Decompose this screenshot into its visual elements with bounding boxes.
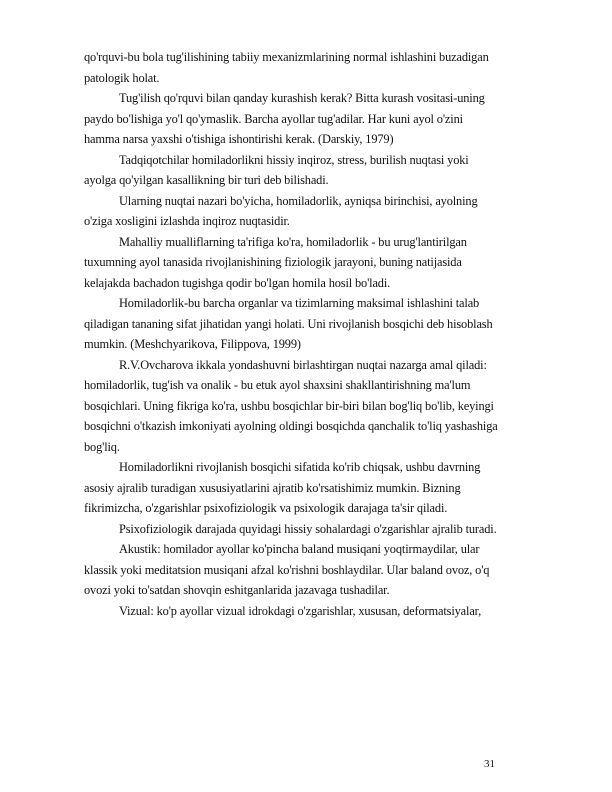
text-line: Akustik: homilador ayollar ko'pincha baland musiqani yoqtirmaydilar, ular (119, 542, 480, 556)
text-line: Tug'ilish qo'rquvi bilan qanday kurashish kerak? Bitta kurash vositasi-uning (119, 91, 485, 105)
text-line: bosqichlari. Uning fikriga ko'ra, ushbu bosqichlar bir-biri bilan bog'liq bo'lib, keyingi (84, 398, 494, 413)
text-line: homiladorlik, tug'ish va onalik - bu etuk ayol shaxsini shakllantirishning ma'lum (84, 378, 471, 392)
text-line: R.V.Ovcharova ikkala yondashuvni birlashtirgan nuqtai nazarga amal qiladi: (119, 357, 487, 372)
text-line: asosiy ajralib turadigan xususiyatlarini ajratib ko'rsatishimiz mumkin. Bizning (84, 480, 461, 495)
text-line: hamma narsa yaxshi o'tishiga ishontirishi kerak. (Darskiy, 1979) (84, 132, 394, 146)
text-line: kelajakda bachadon tugishga qodir bo'lgan homila hosil bo'ladi. (84, 275, 391, 290)
document-body (84, 47, 570, 621)
text-line: o'ziga xosligini izlashda inqiroz nuqtasidir. (84, 214, 290, 228)
text-line: qiladigan tananing sifat jihatidan yangi holati. Uni rivojlanish bosqichi deb hisoblash (84, 316, 493, 331)
text-line: Homiladorlik-bu barcha organlar va tizimlarning maksimal ishlashini talab (119, 296, 480, 310)
page-number: 31 (484, 758, 495, 770)
text-line: Homiladorlikni rivojlanish bosqichi sifatida ko'rib chiqsak, ushbu davrning (119, 460, 481, 474)
text-line: Vizual: ko'p ayollar vizual idrokdagi o'zgarishlar, xususan, deformatsiyalar, (119, 603, 482, 618)
text-line: bosqichni o'tkazish imkoniyati ayolning oldingi bosqichda qanchalik to'liq yashashiga (84, 419, 498, 433)
text-line: klassik yoki meditatsion musiqani afzal ko'rishni boshlaydilar. Ular baland ovoz, o'q (84, 562, 490, 577)
text-line: Psixofiziologik darajada quyidagi hissiy sohalardagi o'zgarishlar ajralib turadi. (119, 521, 497, 536)
text-line: paydo bo'lishiga yo'l qo'ymaslik. Barcha ayollar tug'adilar. Har kuni ayol o'zini (84, 111, 463, 126)
text-line: Mahalliy mualliflarning ta'rifiga ko'ra, homiladorlik - bu urug'lantirilgan (119, 234, 467, 249)
text-line: mumkin. (Meshchyarikova, Filippova, 1999) (84, 337, 301, 351)
text-line: Ularning nuqtai nazari bo'yicha, homiladorlik, ayniqsa birinchisi, ayolning (119, 193, 478, 208)
text-line: fikrimizcha, o'zgarishlar psixofiziologik va psixologik darajaga ta'sir qiladi. (84, 501, 448, 515)
text-line: tuxumning ayol tanasida rivojlanishining fiziologik jarayoni, buning natijasida (84, 255, 462, 269)
text-line: qo'rquvi-bu bola tug'ilishining tabiiy mexanizmlarining normal ishlashini buzadigan (84, 50, 489, 64)
text-line: bog'liq. (84, 439, 120, 454)
text-line: ayolga qo'yilgan kasallikning bir turi deb bilishadi. (84, 173, 329, 187)
text-line: patologik holat. (84, 70, 160, 85)
text-line: Tadqiqotchilar homiladorlikni hissiy inqiroz, stress, burilish nuqtasi yoki (119, 152, 469, 167)
text-line: ovozi yoki to'satdan shovqin eshitganlarida jazavaga tushadilar. (84, 583, 390, 597)
